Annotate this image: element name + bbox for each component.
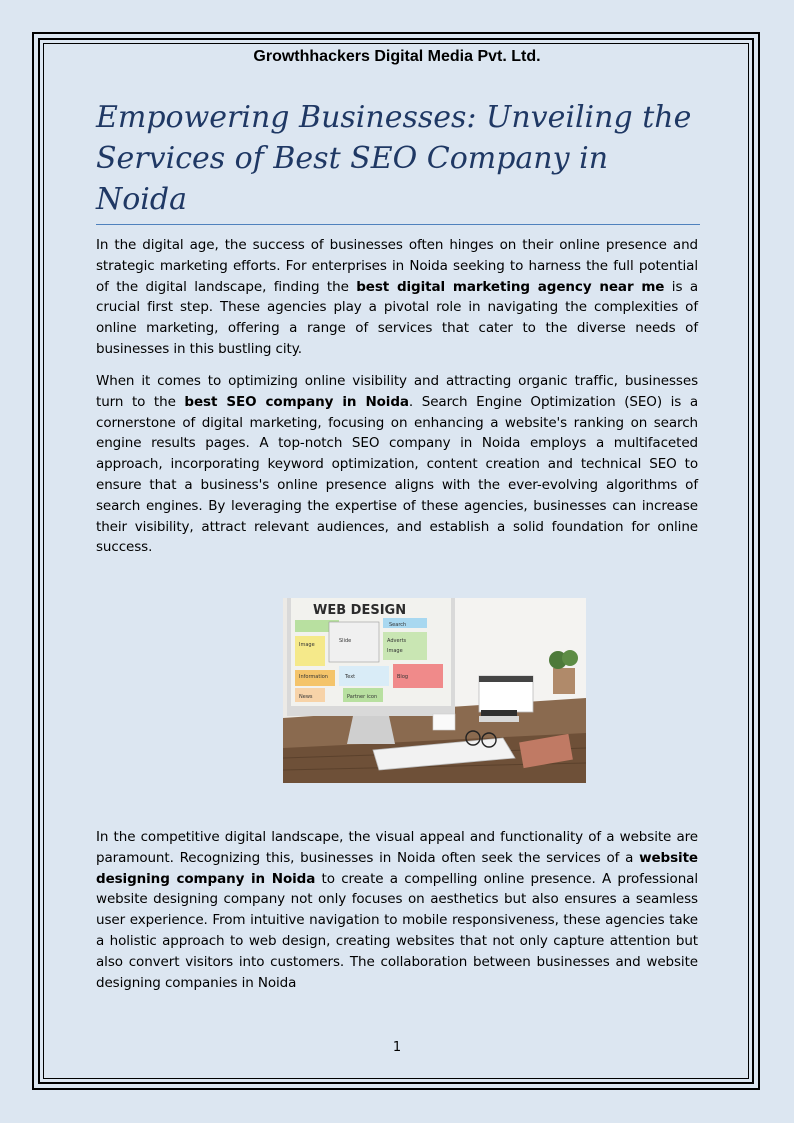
link-website-designing-company[interactable]: website designing company in Noida [96, 849, 698, 887]
wireframe-label: Information [299, 674, 328, 680]
wireframe-label: Slide [339, 638, 352, 644]
wireframe-label: Partner icon [347, 694, 378, 700]
wireframe-label: Blog [397, 674, 409, 680]
paragraph-intro: In the digital age, the success of businesses often hinges on their online presence and strategic marketing efforts. For enterprises in Noida seeking to harness the full potential of the digital landscape, finding the best digital marketing agency near me is a crucial first step. These agencies play a pivotal role in navigating the complexities of online marketing, offering a range of services that cater to the diverse needs of businesses in this bustling city. [96, 237, 698, 357]
paragraph-seo: When it comes to optimizing online visibility and attracting organic traffic, businesses turn to the best SEO company in Noida. Search Engine Optimization (SEO) is a cornerstone of digital marketing, focusing on enhancing a website's ranking on search engine results pages. A top-notch SEO company in Noida employs a multifaceted approach, incorporating keyword optimization, content creation and technical SEO to ensure that a business's online presence aligns with the ever-evolving algorithms of search engines. By leveraging the expertise of these agencies, businesses can increase their visibility, attract relevant audiences, and establish a solid foundation for online success. [96, 373, 698, 556]
wireframe-label: Image [387, 648, 403, 654]
wireframe-label: Text [345, 674, 356, 680]
page-title: Empowering Businesses: Unveiling the Services of Best SEO Company in Noida [96, 97, 700, 225]
wireframe-label: Adverts [387, 638, 407, 644]
page-number: 1 [392, 1040, 402, 1055]
link-seo-company[interactable]: best SEO company in Noida [184, 393, 409, 410]
wireframe-label: News [299, 694, 313, 700]
wireframe-label: Search [389, 622, 407, 628]
company-header: Growthhackers Digital Media Pvt. Ltd. [253, 48, 541, 65]
image-heading: WEB DESIGN [313, 603, 407, 618]
web-design-image [283, 598, 586, 783]
paragraph-web-design: In the competitive digital landscape, the visual appeal and functionality of a website are paramount. Recognizing this, businesses in Noida often seek the services of a website designing company in Noida to create a compelling online presence. A professional website designing company not only focuses on aesthetics but also ensures a seamless user experience. From intuitive navigation to mobile responsiveness, these agencies take a holistic approach to web design, creating websites that not only capture attention but also convert visitors into customers. The collaboration between businesses and website designing companies in Noida [96, 829, 698, 991]
wireframe-label: Image [299, 642, 315, 648]
link-digital-marketing-agency[interactable]: best digital marketing agency near me [356, 278, 665, 295]
